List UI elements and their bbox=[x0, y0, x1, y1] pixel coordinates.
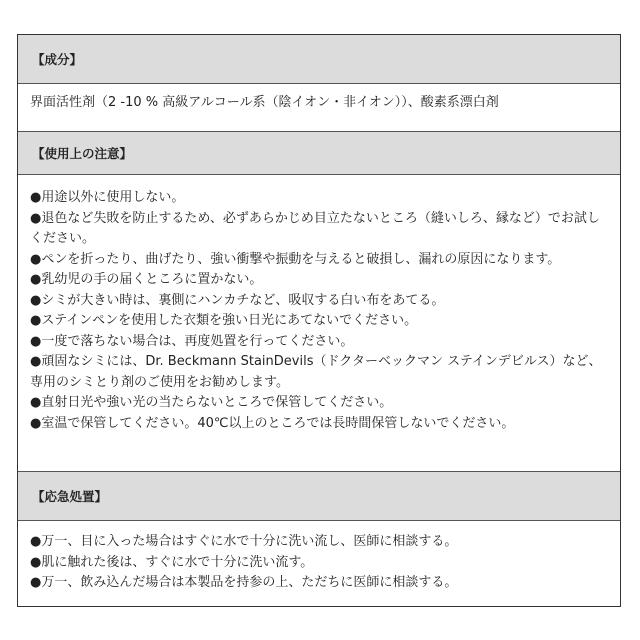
info-panel bbox=[17, 34, 621, 607]
ingredients-text: 界面活性剤（2 -10 % 高級アルコール系（陰イオン・非イオン））、酸素系漂白剤 bbox=[30, 95, 499, 110]
first-aid-section bbox=[18, 532, 620, 594]
precaution-item: ●シミが大きい時は、裏側にハンカチなど、吸収する白い布をあてる。 bbox=[30, 292, 445, 308]
first-aid-item: ●万一、目に入った場合はすぐに水で十分に洗い流し、医師に相談する。 bbox=[30, 534, 458, 549]
divider bbox=[18, 83, 620, 84]
divider bbox=[18, 174, 620, 175]
precautions-section bbox=[18, 188, 620, 434]
precaution-item: ●室温で保管してください。40℃以上のところでは長時間保管しないでください。 bbox=[30, 415, 515, 431]
ingredients-section bbox=[18, 93, 620, 114]
precaution-item: ●頑固なシミには、Dr. Beckmann StainDevils（ドクターベックマン ステインデビルス）など、専用のシミとり剤のご使用をお勧めします。 bbox=[30, 354, 602, 390]
precaution-item: ●乳幼児の手の届くところに置かない。 bbox=[30, 272, 263, 287]
first-aid-item: ●肌に触れた後は、すぐに水で十分に洗い流す。 bbox=[30, 554, 314, 570]
precaution-item: ●ステインペンを使用した衣類を強い日光にあてないでください。 bbox=[30, 313, 418, 328]
precautions-header: 【使用上の注意】 bbox=[18, 132, 620, 174]
divider bbox=[18, 520, 620, 521]
precaution-item: ●直射日光や強い光の当たらないところで保管してください。 bbox=[30, 395, 393, 410]
precaution-item: ●一度で落ちない場合は、再度処置を行ってください。 bbox=[30, 333, 354, 349]
precaution-item: ●用途以外に使用しない。 bbox=[30, 190, 185, 205]
precaution-item: ●ペンを折ったり、曲げたり、強い衝撃や振動を与えると破損し、漏れの原因になります。 bbox=[30, 251, 561, 267]
first-aid-item: ●万一、飲み込んだ場合は本製品を持参の上、ただちに医師に相談する。 bbox=[30, 575, 458, 590]
first-aid-header: 【応急処置】 bbox=[18, 472, 620, 520]
ingredients-header: 【成分】 bbox=[18, 35, 620, 83]
precaution-item: ●退色など失敗を防止するため、必ずあらかじめ目立たないところ（縫いしろ、縁など）でお試しください。 bbox=[30, 210, 600, 246]
